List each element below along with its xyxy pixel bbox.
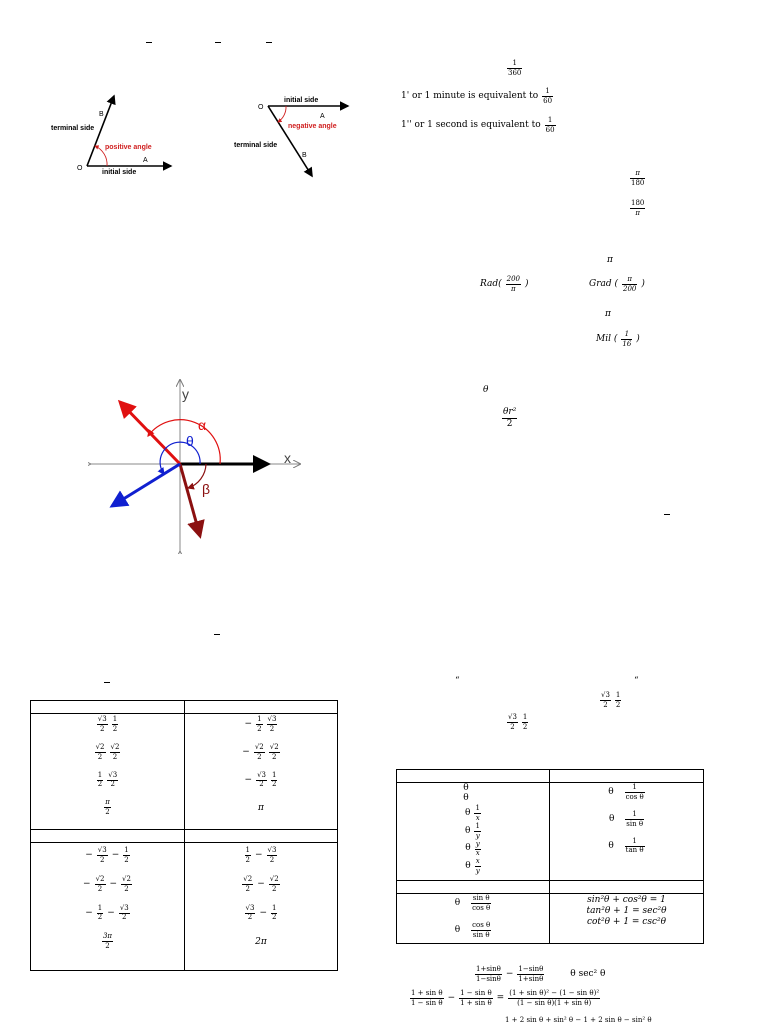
numerator: √2 <box>95 874 105 883</box>
denominator: 2 <box>271 884 277 893</box>
numerator: √2 <box>269 742 279 751</box>
denominator: 2 <box>506 418 513 429</box>
label-initial: initial side <box>284 97 319 104</box>
numerator: 1 <box>632 809 637 818</box>
dash-mark <box>215 42 221 43</box>
denominator: 2 <box>122 913 127 922</box>
denominator: 2 <box>97 780 103 789</box>
denominator: 2 <box>510 722 515 731</box>
numerator: √3 <box>267 715 277 723</box>
label-terminal: terminal side <box>51 125 95 132</box>
denominator: 2 <box>97 913 103 922</box>
denominator: cos θ <box>625 792 644 801</box>
denominator: 360 <box>508 68 522 77</box>
denominator: 1 − sin θ <box>411 998 443 1007</box>
fraction-180-pi <box>630 198 645 217</box>
theta-symbol: θ <box>465 861 471 872</box>
mil-label: Mil ( <box>596 334 618 345</box>
pi-value: π <box>258 803 264 814</box>
denominator: 60 <box>543 96 553 105</box>
sincos-pair <box>600 692 621 709</box>
numerator: 1−sinθ <box>518 965 544 973</box>
proof-step-1 <box>410 990 600 1007</box>
numerator: 1 <box>522 713 528 721</box>
numerator: π <box>105 798 110 807</box>
blue-ray <box>112 464 180 506</box>
numerator: √3 <box>97 846 107 854</box>
denominator: 2 <box>269 855 275 864</box>
minute-line <box>401 88 553 105</box>
dark-red-ray <box>180 464 200 536</box>
x-label: x <box>284 450 291 466</box>
numerator: √3 <box>601 691 610 699</box>
coordinate-angle-diagram <box>88 378 303 554</box>
numerator: √2 <box>269 874 279 883</box>
denominator: 2 <box>603 700 608 709</box>
numerator: 1 <box>112 715 118 723</box>
label-A: A <box>320 113 325 120</box>
numerator: 180 <box>631 199 645 208</box>
denominator: 2 <box>269 724 275 733</box>
numerator: 1 <box>512 59 517 68</box>
numerator: y <box>475 839 480 848</box>
numerator: 1 <box>124 846 129 854</box>
sector-area-formula <box>502 408 517 429</box>
definitions-cell <box>397 783 550 881</box>
denominator: 2 <box>124 884 129 893</box>
numerator: 1 <box>475 804 480 812</box>
denominator: 2 <box>257 724 262 733</box>
numerator: 1 <box>632 783 637 791</box>
denominator: 2 <box>97 884 103 893</box>
denominator: 2 <box>259 780 264 789</box>
trig-functions-table <box>396 769 704 944</box>
fraction-1-360 <box>507 58 522 77</box>
numerator: √2 <box>95 742 105 751</box>
two-pi-value: 2π <box>255 937 267 948</box>
denominator: 2 <box>105 942 110 951</box>
label-A: A <box>143 157 148 164</box>
denominator: 2 <box>245 884 250 893</box>
label-O: O <box>258 104 264 111</box>
denominator: x <box>475 849 480 858</box>
denominator: π <box>511 284 516 293</box>
numerator: √2 <box>110 742 120 751</box>
denominator: 2 <box>272 780 277 789</box>
label-B: B <box>99 111 104 118</box>
denominator: 1+sinθ <box>518 974 544 983</box>
numerator: 1 <box>272 903 277 912</box>
terminal-side-ray <box>268 106 312 176</box>
denominator: 60 <box>545 125 555 134</box>
dash-mark <box>146 42 152 43</box>
pythagorean-identity: sin²θ + cos²θ = 1 <box>587 895 666 905</box>
denominator: 2 <box>105 808 110 817</box>
divider-cell <box>185 830 338 843</box>
denominator: 2 <box>97 752 103 761</box>
numerator: 1 <box>615 691 621 699</box>
header-cell <box>31 701 185 714</box>
minute-text: 1' or 1 minute is equivalent to <box>401 91 539 102</box>
negative-angle-diagram <box>232 92 352 184</box>
problem-statement <box>475 966 605 983</box>
denominator: 16 <box>622 339 632 348</box>
pi-symbol: π <box>605 309 611 319</box>
grad-expression <box>589 276 645 293</box>
theta-symbol: θ <box>465 843 471 854</box>
denominator: y <box>475 831 480 840</box>
denominator: x <box>475 813 480 822</box>
denominator: tan θ <box>625 846 644 855</box>
second-text: 1'' or 1 second is equivalent to <box>401 120 541 131</box>
denominator: 2 <box>112 752 118 761</box>
denominator: 180 <box>631 178 645 187</box>
numerator: sin θ <box>472 894 490 902</box>
dash-mark <box>266 42 272 43</box>
theta-symbol: θ <box>483 385 489 395</box>
equals-sign: = <box>496 993 505 1004</box>
denominator: 2 <box>247 913 253 922</box>
numerator: √3 <box>108 770 118 779</box>
numerator: 1 <box>475 821 480 830</box>
numerator: 1 <box>545 87 550 95</box>
denominator: 2 <box>257 752 262 761</box>
header-cell <box>397 770 550 783</box>
numerator: 1 <box>272 770 277 779</box>
header-cell <box>185 701 338 714</box>
numerator: √3 <box>267 846 277 854</box>
denominator: cos θ <box>472 903 491 912</box>
numerator: 1 <box>547 116 553 124</box>
denominator: 2 <box>100 855 105 864</box>
identities-cell <box>550 894 704 944</box>
theta-symbol: θ <box>463 793 469 803</box>
denominator: 2 <box>271 752 277 761</box>
numerator: 1 <box>632 836 637 845</box>
grad-label: Grad ( <box>589 279 618 290</box>
minus-sign: − <box>447 993 456 1004</box>
cot-csc-identity: cot²θ + 1 = csc²θ <box>586 917 667 927</box>
divider-cell <box>31 830 185 843</box>
numerator: 3π <box>102 932 113 941</box>
numerator: cos θ <box>472 920 491 929</box>
denominator: π <box>635 208 640 217</box>
label-O: O <box>77 165 83 172</box>
quadrant-1-cell <box>31 714 185 830</box>
numerator: √2 <box>254 742 264 751</box>
numerator: √3 <box>508 713 517 721</box>
denominator: 200 <box>623 284 637 293</box>
numerator: θr² <box>503 407 517 418</box>
paren: ) <box>525 279 529 290</box>
sincos-pair <box>507 714 528 731</box>
denominator: 2 <box>615 700 621 709</box>
negative-angle-arc <box>278 106 286 122</box>
positive-angle-diagram <box>45 90 175 185</box>
quadrant-3-cell: − $\frac{√3}{2}$ − $\frac{1}{2}$ − $\frac{√2}{2}$ − $\frac{√2}{2}$ − $\frac{1}{2}$ − $\frac{√3}{2}$ $\frac{3\pi}{2}$ <box>31 843 185 971</box>
numerator: √3 <box>257 770 266 779</box>
numerator: √2 <box>243 874 253 883</box>
denominator: 2 <box>112 724 118 733</box>
dash-mark <box>104 682 110 683</box>
y-label: y <box>182 386 189 402</box>
denominator: y <box>475 867 480 876</box>
numerator: 1 <box>97 903 103 912</box>
quote-mark: “ <box>634 676 639 686</box>
theta-symbol: θ <box>465 825 471 836</box>
rad-label: Rad( <box>480 279 502 290</box>
denominator: 2 <box>124 855 129 864</box>
rad-expression <box>480 276 529 293</box>
numerator: 200 <box>506 275 520 283</box>
numerator: 1+sinθ <box>476 965 501 973</box>
problem-rhs: θ sec² θ <box>570 969 606 980</box>
numerator: 1 + sin θ <box>411 989 443 997</box>
paren: ) <box>636 334 640 345</box>
second-line <box>401 117 556 134</box>
divider-cell <box>397 881 550 894</box>
numerator: 1 <box>97 770 103 779</box>
quadrant-2-cell: − $\frac{1}{2}$ $\frac{√3}{2}$ − $\frac{√2}{2}$ $\frac{√2}{2}$ − $\frac{√3}{2}$ $\frac{1}{2}$ π <box>185 714 338 830</box>
denominator: sin θ <box>626 819 644 828</box>
theta-label: θ <box>186 433 194 449</box>
numerator: √2 <box>122 874 131 883</box>
numerator: √3 <box>119 903 129 912</box>
numerator: (1 + sin θ)² − (1 − sin θ)² <box>509 989 600 997</box>
numerator: 1 <box>245 846 250 854</box>
pi-symbol: π <box>607 255 613 265</box>
proof-step-2: 1 + 2 sin θ + sin² θ − 1 + 2 sin θ − sin² θ <box>505 1016 652 1024</box>
numerator: √3 <box>97 715 107 723</box>
denominator: 2 <box>110 780 115 789</box>
label-B: B <box>302 152 307 159</box>
denominator: 1 + sin θ <box>460 998 492 1007</box>
theta-symbol: θ <box>463 783 469 793</box>
divider-cell <box>550 881 704 894</box>
theta-symbol: θ <box>465 807 471 818</box>
denominator: sin θ <box>472 930 490 939</box>
quote-mark: “ <box>455 676 460 686</box>
mil-expression <box>596 331 640 348</box>
quotient-cell: θ $\frac{\text{sin θ}}{\text{cos θ}}$ θ $\frac{\text{cos θ}}{\text{sin θ}}$ <box>397 894 550 944</box>
numerator: 1 − sin θ <box>460 989 492 997</box>
tan-sec-identity: tan²θ + 1 = sec²θ <box>586 906 667 916</box>
label-positive-angle: positive angle <box>105 144 152 151</box>
denominator: 1−sinθ <box>476 974 501 983</box>
denominator: (1 − sin θ)(1 + sin θ) <box>517 998 592 1007</box>
label-terminal: terminal side <box>234 142 278 149</box>
dash-mark <box>664 514 670 515</box>
label-initial: initial side <box>102 169 137 176</box>
numerator: 1 <box>257 715 262 723</box>
beta-label: β <box>202 481 211 497</box>
denominator: 2 <box>245 855 250 864</box>
minus-sign: − <box>505 969 514 980</box>
quadrant-4-cell: $\frac{1}{2}$ − $\frac{√3}{2}$ $\frac{√2}{2}$ − $\frac{√2}{2}$ $\frac{√3}{2}$ − $\frac{1}{2}$ 2π <box>185 843 338 971</box>
denominator: 2 <box>522 722 528 731</box>
numerator: π <box>635 169 640 178</box>
numerator: √3 <box>245 903 255 912</box>
denominator: 2 <box>272 913 277 922</box>
fraction-pi-180 <box>630 168 645 187</box>
special-angles-table <box>30 700 338 971</box>
numerator: 1 <box>624 330 630 338</box>
paren: ) <box>641 279 645 290</box>
header-cell <box>550 770 704 783</box>
dash-mark <box>214 634 220 635</box>
numerator: x <box>475 857 480 866</box>
label-negative-angle: negative angle <box>288 123 337 130</box>
numerator: π <box>627 275 632 283</box>
denominator: 2 <box>100 724 105 733</box>
alpha-label: α <box>198 417 207 433</box>
reciprocal-cell: θ $\frac{1}{\text{cos θ}}$ θ $\frac{1}{\text{sin θ}}$ θ $\frac{1}{\text{tan θ}}$ <box>550 783 704 881</box>
